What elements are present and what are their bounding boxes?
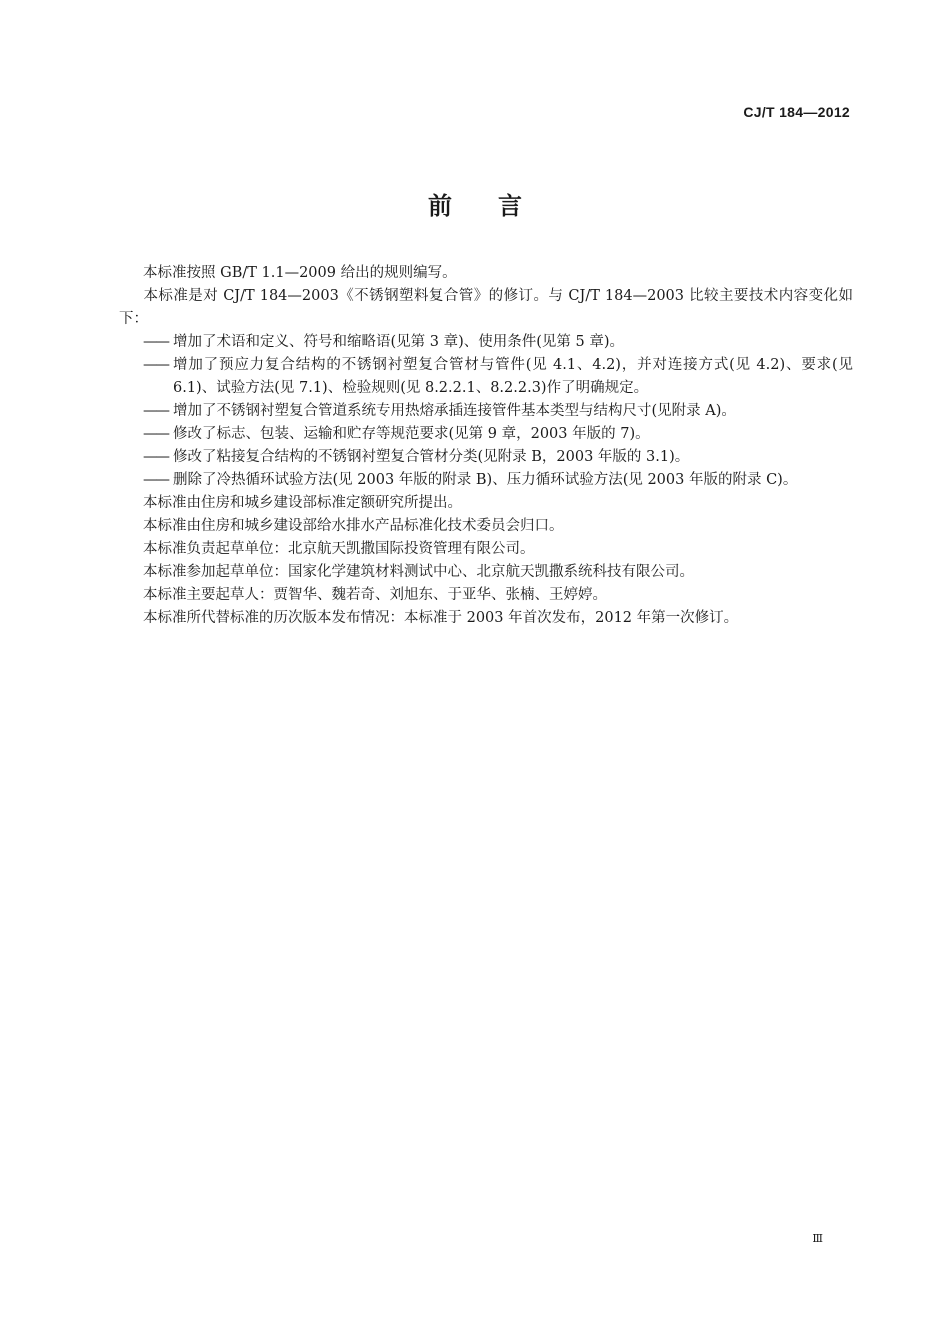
change-item (143, 354, 853, 400)
change-item (143, 423, 853, 446)
statement-participating-drafters: 本标准参加起草单位：国家化学建筑材料测试中心、北京航天凯撒系统科技有限公司。 (143, 564, 694, 580)
statement-lead-drafter: 本标准负责起草单位：北京航天凯撒国际投资管理有限公司。 (143, 541, 535, 557)
change-item (143, 469, 853, 492)
change-item-text: 修改了粘接复合结构的不锈钢衬塑复合管材分类(见附录 B，2003 年版的 3.1)。 (173, 449, 690, 465)
dash-bullet: —— (143, 472, 168, 488)
paragraph-revision-intro (119, 285, 853, 331)
change-item-text: 增加了不锈钢衬塑复合管道系统专用热熔承插连接管件基本类型与结构尺寸(见附录 A)。 (173, 403, 736, 419)
dash-bullet: —— (143, 449, 168, 465)
statement-proposer: 本标准由住房和城乡建设部标准定额研究所提出。 (143, 495, 462, 511)
statement-version-history: 本标准所代替标准的历次版本发布情况：本标准于 2003 年首次发布，2012 年第一次修订。 (143, 610, 739, 626)
statement-main-drafters: 本标准主要起草人：贾智华、魏若奇、刘旭东、于亚华、张楠、王婷婷。 (143, 587, 607, 603)
change-item (143, 446, 853, 469)
page-number: Ⅲ (812, 1232, 823, 1245)
dash-bullet: —— (143, 426, 168, 442)
dash-bullet: —— (143, 334, 168, 350)
foreword-body (119, 262, 853, 630)
document-code: CJ/T 184—2012 (743, 104, 850, 120)
paragraph-drafting-rules: 本标准按照 GB/T 1.1—2009 给出的规则编写。 (143, 265, 457, 281)
paragraph-revision-intro-text: 本标准是对 CJ/T 184—2003《不锈钢塑料复合管》的修订。与 CJ/T 184—2003 比较主要技术内容变化如下： (119, 288, 853, 327)
change-item-text: 增加了预应力复合结构的不锈钢衬塑复合管材与管件(见 4.1、4.2)，并对连接方式(见 4.2)、要求(见 6.1)、试验方法(见 7.1)、检验规则(见 8.2.2.1、8.2.2.3)作了明确规定。 (173, 357, 853, 396)
page-title: 前言 (428, 192, 568, 220)
change-item-text: 删除了冷热循环试验方法(见 2003 年版的附录 B)、压力循环试验方法(见 2003 年版的附录 C)。 (173, 472, 798, 488)
change-item (143, 331, 853, 354)
change-item (143, 400, 853, 423)
change-item-text: 修改了标志、包装、运输和贮存等规范要求(见第 9 章，2003 年版的 7)。 (173, 426, 650, 442)
dash-bullet: —— (143, 357, 168, 373)
change-item-text: 增加了术语和定义、符号和缩略语(见第 3 章)、使用条件(见第 5 章)。 (173, 334, 625, 350)
statement-committee: 本标准由住房和城乡建设部给水排水产品标准化技术委员会归口。 (143, 518, 564, 534)
dash-bullet: —— (143, 403, 168, 419)
